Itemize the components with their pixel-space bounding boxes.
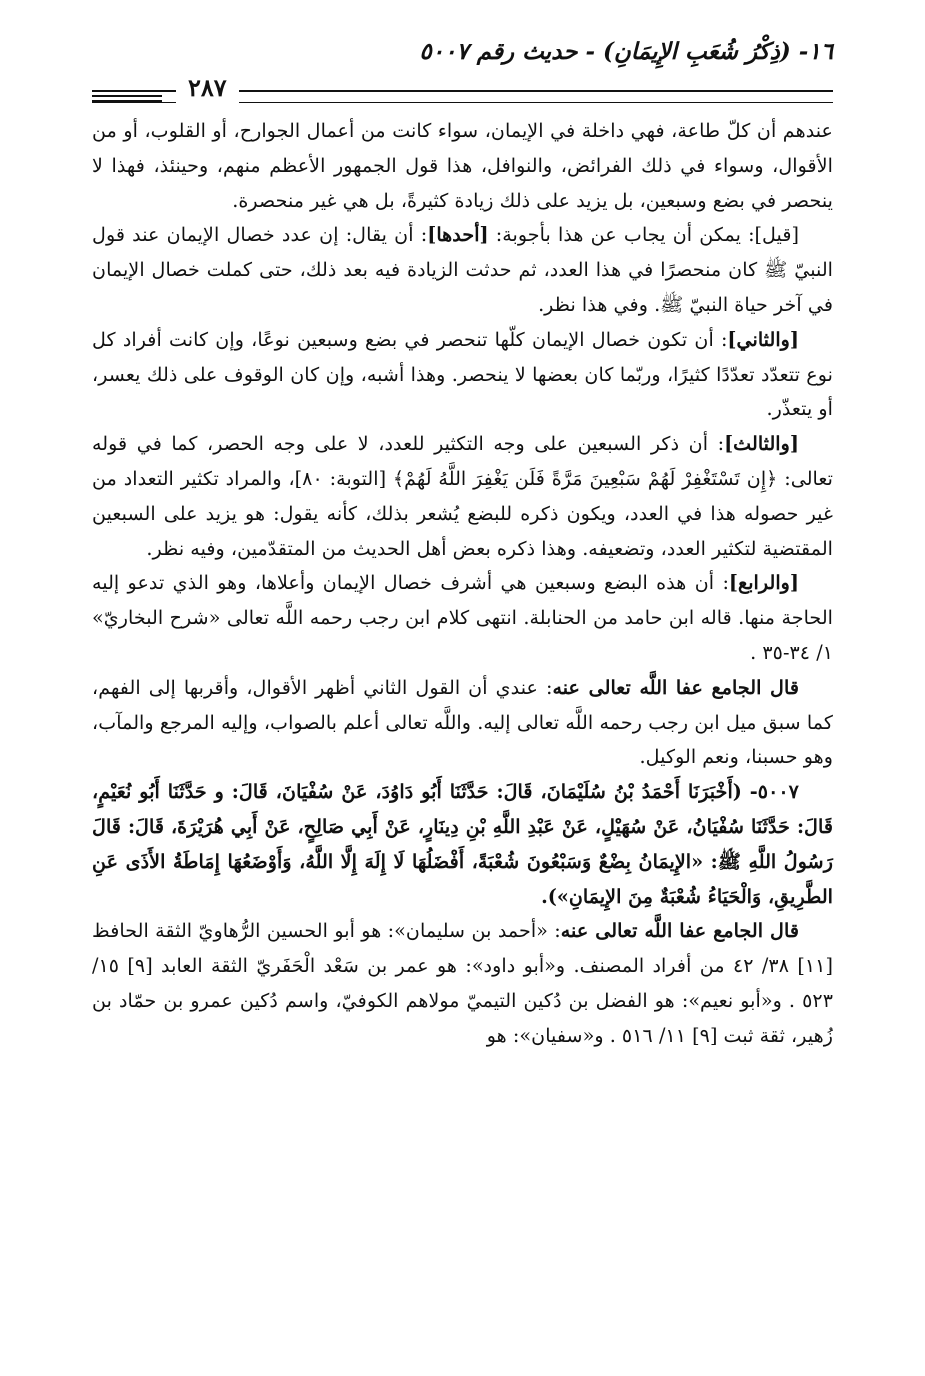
paragraph — [92, 218, 833, 322]
bold-text-segment: [والثالث] — [724, 432, 799, 456]
running-header — [92, 30, 833, 100]
paragraph — [92, 914, 833, 1053]
bold-text-segment: [والرابع] — [728, 571, 799, 595]
page-number: ٢٨٧ — [176, 70, 239, 106]
paragraph — [92, 775, 833, 914]
bold-text-segment: [والثاني] — [727, 327, 799, 351]
text-segment: : أن هذه البضع وسبعين هي أشرف خصال الإيمان وأعلاها، وهو الذي تدعو إليه الحاجة منها. قاله ابن حامد من الحنابلة. انتهى كلام ابن رجب رحمه اللَّه تعالى «شرح البخاريّ» ١/ ٣٤-٣٥ . — [92, 571, 833, 664]
paragraph — [92, 114, 833, 218]
header-title: ١٦- (ذِكْرُ شُعَبِ الإِيمَانِ) - حديث رقم ٥٠٠٧ — [419, 38, 833, 65]
paragraph — [92, 323, 833, 427]
text-segment: : أن يقال: إن عدد خصال الإيمان عند قول النبيّ ﷺ كان منحصرًا في هذا العدد، ثم حدثت الزيادة فيه بعد ذلك، حتى كملت خصال الإيمان في آخر حياة النبيّ ﷺ. وفي هذا نظر. — [92, 223, 833, 316]
page-number-rules — [92, 90, 162, 104]
text-segment: : «أحمد بن سليمان»: هو أبو الحسين الرُّهاويّ الثقة الحافظ [١١] ٣٨/ ٤٢ من أفراد المصنف. و«أبو داود»: هو عمر بن سَعْد الْحَفَريّ الثقة العابد [٩] ١٥/ ٥٢٣ . و«أبو نعيم»: هو الفضل بن دُكين التيميّ مولاهم الكوفيّ، واسم دُكين عمرو بن حمّاد بن زُهير، ثقة ثبت [٩] ١١/ ٥١٦ . و«سفيان»: هو — [92, 919, 833, 1047]
paragraph — [92, 671, 833, 775]
bold-text-segment: ٥٠٠٧- (أَخْبَرَنَا أَحْمَدُ بْنُ سُلَيْمَانَ، قَالَ: حَدَّثَنَا أَبُو دَاوُدَ، عَنْ سُفْيَانَ، قَالَ: و حَدَّثَنَا أَبُو نُعَيْمٍ، قَالَ: حَدَّثَنَا سُفْيَانُ، عَنْ سُهَيْلٍ، عَنْ عَبْدِ اللَّهِ بْنِ دِينَارٍ، عَنْ أَبِي صَالِحٍ، عَنْ أَبِي هُرَيْرَةَ، قَالَ: قَالَ رَسُولُ اللَّهِ ﷺ: «الإِيمَانُ بِضْعٌ وَسَبْعُونَ شُعْبَةً، أَفْضَلُهَا لَا إِلَهَ إِلَّا اللَّهُ، وَأَوْضَعُهَا إِمَاطَةُ الأَذَى عَنِ الطَّرِيقِ، وَالْحَيَاءُ شُعْبَةٌ مِنَ الإِيمَانِ»). — [92, 780, 833, 908]
text-segment: [قيل]: يمكن أن يجاب عن هذا بأجوبة: — [488, 223, 799, 247]
paragraph — [92, 566, 833, 670]
bold-text-segment: قال الجامع عفا اللَّه تعالى عنه — [552, 675, 800, 699]
bold-text-segment: [أحدها] — [427, 223, 489, 247]
page-body-text — [92, 114, 833, 1336]
text-segment: : أن ذكر السبعين على وجه التكثير للعدد، لا على وجه الحصر، كما في قوله تعالى: ﴿إِن تَسْتَغْفِرْ لَهُمْ سَبْعِينَ مَرَّةً فَلَن يَغْفِرَ اللَّهُ لَهُمْ﴾ [التوبة: ٨٠]، والمراد تكثير التعداد من غير حصوله هذا في العدد، ويكون ذكره للبضع يُشعر بذلك، كأنه يقول: هو يزيد على السبعين المقتضية لتكثير العدد، وتضعيفه. وهذا ذكره بعض أهل الحديث من المتقدّمين، وفيه نظر. — [92, 432, 833, 560]
text-segment: : أن تكون خصال الإيمان كلّها تنحصر في بضع وسبعين نوعًا، وإن كانت أفراد كل نوع تتعدّد تعدّدًا كثيرًا، وربّما كان بعضها لا ينحصر. وهذا أشبه، وإن كان الوقوف على ذلك يعسر، أو يتعذّر. — [92, 327, 833, 421]
paragraph — [92, 427, 833, 566]
bold-text-segment: قال الجامع عفا اللَّه تعالى عنه — [560, 919, 799, 943]
text-segment: : عندي أن القول الثاني أظهر الأقوال، وأقربها إلى الفهم، كما سبق ميل ابن رجب رحمه اللَّه تعالى إليه. واللَّه تعالى أعلم بالصواب، وإليه المرجع والمآب، وهو حسبنا، ونعم الوكيل. — [92, 675, 833, 769]
text-segment: عندهم أن كلّ طاعة، فهي داخلة في الإيمان، سواء كانت من أعمال الجوارح، أو القلوب، أو من الأقوال، وسواء في ذلك الفرائض، والنوافل، هذا قول الجمهور الأعظم منهم، وحينئذ، فهذا لا ينحصر في بضع وسبعين، بل يزيد على ذلك زيادة كثيرةً، بل هي غير منحصرة. — [92, 119, 833, 212]
